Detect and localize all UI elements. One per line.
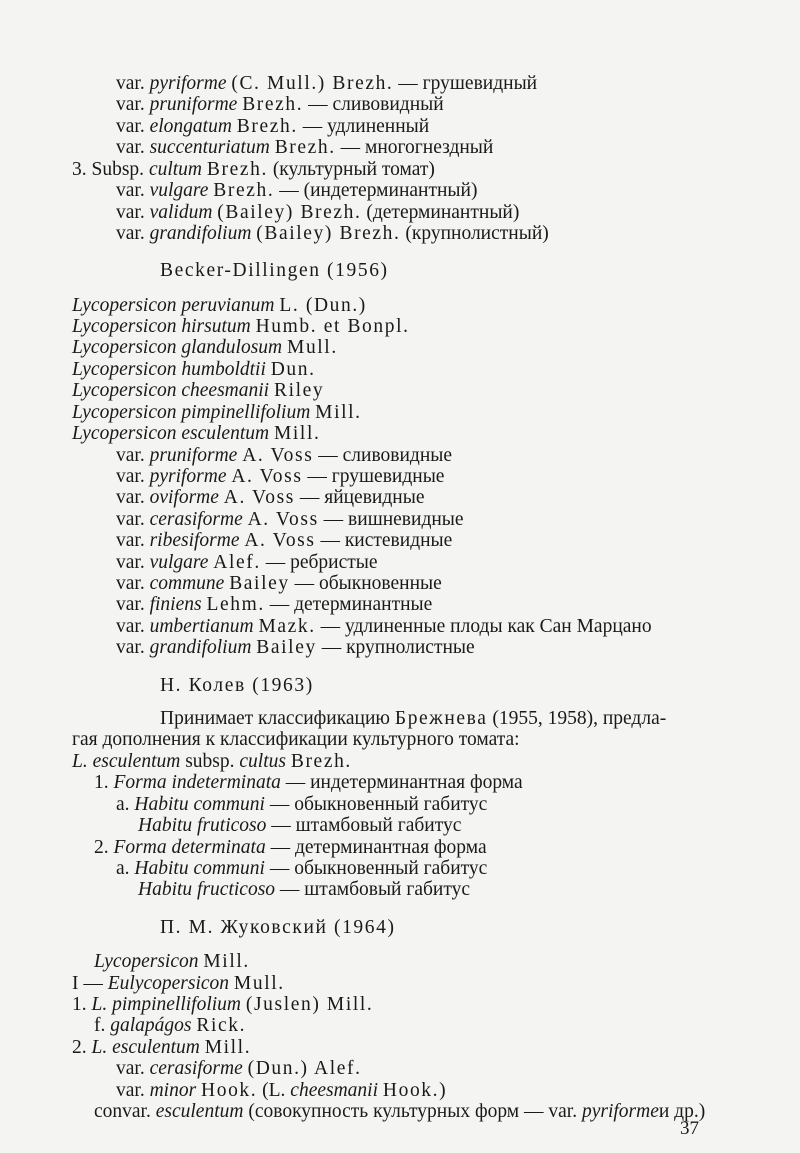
variety-line: var. oviforme A. Voss — яйцевидные xyxy=(116,487,425,509)
variety-line: var. validum (Bailey) Brezh. (детерминантный) xyxy=(116,201,520,223)
variety-line: var. succenturiatum Brezh. — многогнездный xyxy=(116,137,494,159)
taxon-line: 2. L. esculentum Mill. xyxy=(72,1036,252,1058)
paragraph-line: гая дополнения к классификации культурного томата: xyxy=(72,729,520,751)
variety-line: var. umbertianum Mazk. — удлиненные плоды как Сан Марцано xyxy=(116,615,652,637)
page-number: 37 xyxy=(680,1118,699,1139)
habitus-line: Habitu fruticoso — штамбовый габитус xyxy=(138,815,462,837)
variety-line: var. cerasiforme A. Voss — вишневидные xyxy=(116,508,464,530)
subspecies-line: L. esculentum subsp. cultus Brezh. xyxy=(72,750,352,772)
variety-line: var. grandifolium Bailey — крупнолистные xyxy=(116,637,475,659)
variety-line: var. commune Bailey — обыкновенные xyxy=(116,573,442,595)
taxon-line: I — Eulycopersicon Mull. xyxy=(72,972,285,994)
habitus-line: a. Habitu communi — обыкновенный габитус xyxy=(116,793,488,815)
species-line: Lycopersicon pimpinellifolium Mill. xyxy=(72,401,362,423)
variety-line: var. elongatum Brezh. — удлиненный xyxy=(116,115,430,137)
species-line: Lycopersicon cheesmanii Riley xyxy=(72,380,325,402)
subspecies-line: 3. Subsp. cultum Brezh. (культурный томат) xyxy=(72,158,435,180)
species-line: Lycopersicon humboldtii Dun. xyxy=(72,358,316,380)
variety-line: var. pruniforme Brezh. — сливовидный xyxy=(116,94,444,116)
taxon-line: 1. L. pimpinellifolium (Juslen) Mill. xyxy=(72,993,374,1015)
variety-line: var. finiens Lehm. — детерминантные xyxy=(116,594,433,616)
section-heading: Becker-Dillingen (1956) xyxy=(160,260,389,282)
paragraph-line: Принимает классификацию Брежнева (1955, 1958), предла- xyxy=(160,708,667,730)
variety-line: var. vulgare Alef. — ребристые xyxy=(116,551,378,573)
forma-line: 1. Forma indeterminata — индетерминантная форма xyxy=(94,772,523,794)
taxon-line: var. minor Hook. (L. cheesmanii Hook.) xyxy=(116,1079,448,1101)
variety-line: var. grandifolium (Bailey) Brezh. (крупнолистный) xyxy=(116,222,549,244)
variety-line: var. pyriforme A. Voss — грушевидные xyxy=(116,465,445,487)
variety-line: var. vulgare Brezh. — (индетерминантный) xyxy=(116,180,478,202)
habitus-line: Habitu fructicoso — штамбовый габитус xyxy=(138,879,471,901)
habitus-line: a. Habitu communi — обыкновенный габитус xyxy=(116,857,488,879)
convar-line: convar. esculentum (совокупность культурных форм — var. pyriformeи др.) xyxy=(94,1101,706,1122)
species-line: Lycopersicon hirsutum Humb. et Bonpl. xyxy=(72,316,410,338)
species-line: Lycopersicon peruvianum L. (Dun.) xyxy=(72,294,367,316)
species-line: Lycopersicon glandulosum Mull. xyxy=(72,337,338,359)
section-heading: Н. Колев (1963) xyxy=(160,674,314,696)
species-line: Lycopersicon esculentum Mill. xyxy=(72,423,321,445)
section-heading: П. М. Жуковский (1964) xyxy=(160,916,396,938)
taxon-line: f. galapágos Rick. xyxy=(94,1015,247,1037)
taxon-line: Lycopersicon Mill. xyxy=(94,951,250,973)
variety-line: var. pruniforme A. Voss — сливовидные xyxy=(116,444,453,466)
variety-line: var. pyriforme (C. Mull.) Brezh. — грушевидный xyxy=(116,73,538,94)
forma-line: 2. Forma determinata — детерминантная форма xyxy=(94,836,487,858)
taxon-line: var. cerasiforme (Dun.) Alef. xyxy=(116,1058,362,1080)
variety-line: var. ribesiforme A. Voss — кистевидные xyxy=(116,530,453,552)
